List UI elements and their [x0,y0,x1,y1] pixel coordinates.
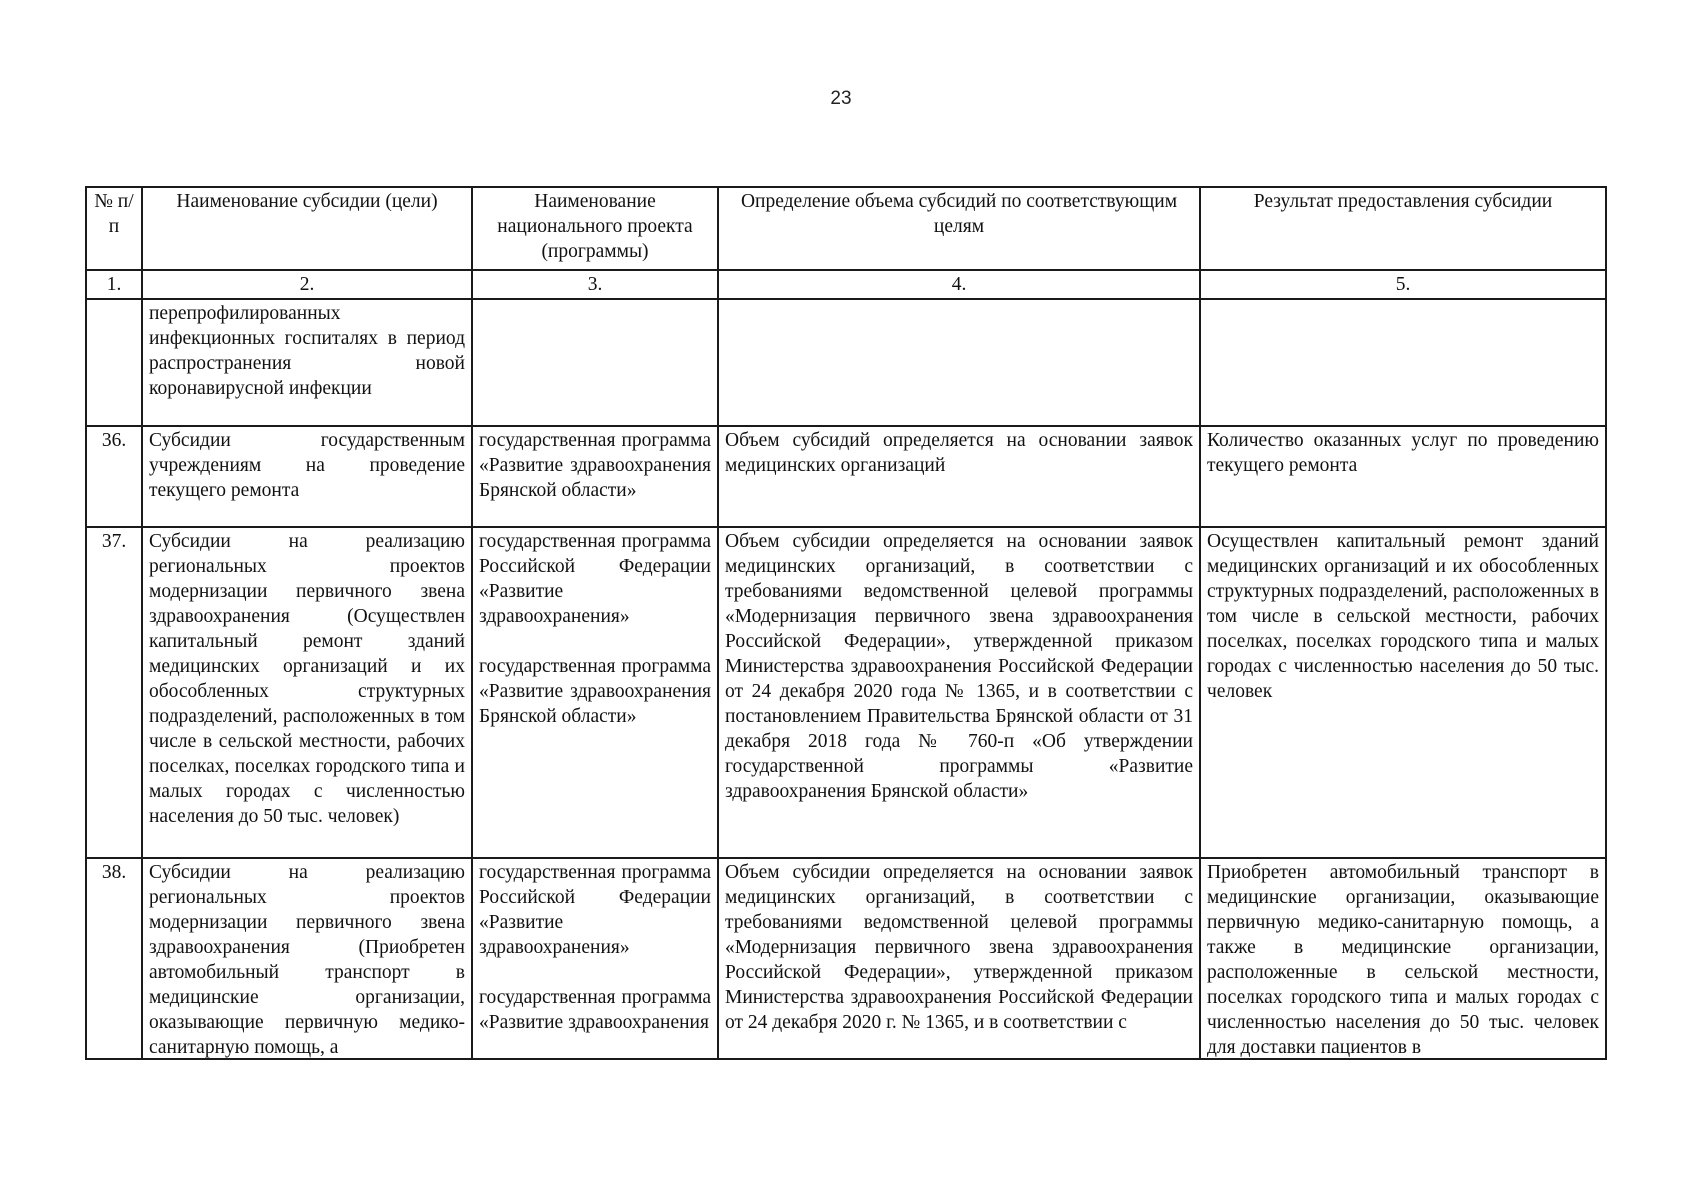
column-number: 3. [472,270,718,299]
subsidy-name-text: Субсидии на реализацию региональных проектов модернизации первичного звена здравоохранения (Приобретен автомобильный транспорт в медицинские организации, оказывающие первичную медико-санитарную помощь, а [149,862,465,1058]
volume-cell [718,299,1200,426]
project-cell [472,527,718,858]
subsidy-name-cell: перепрофилированных инфекционных госпиталях в период распространения новой коронавирусной инфекции [142,299,472,426]
row-number-text: 38. [101,862,127,883]
table-row [86,426,1606,527]
page-number: 23 [830,88,852,109]
table-row [86,858,1606,1059]
table-row [86,299,1606,426]
header-result: Результат предоставления субсидии [1200,187,1606,270]
project-federal: государственная программа Российской Федерации «Развитие здравоохранения» [479,862,711,958]
result-text: Приобретен автомобильный транспорт в медицинские организации, оказывающие первичную медико-санитарную помощь, а также в медицинские организации, расположенные в сельской местности, поселках городского типа и малых городах с численностью населения до 50 тыс. человек для доставки пациентов в [1207,862,1599,1058]
volume-cell: Объем субсидии определяется на основании заявок медицинских организаций, в соответствии с требованиями ведомственной целевой программы «Модернизация первичного звена здравоохранения Российской Федерации», утвержденной приказом Министерства здравоохранения Российской Федерации от 24 декабря 2020 года № 1365, и в соответствии с постановлением Правительства Брянской области от 31 декабря 2018 года № 760-п «Об утверждении государственной программы «Развитие здравоохранения Брянской области» [718,527,1200,858]
row-number: 36. [86,426,142,527]
header-number: № п/п [86,187,142,270]
project-regional: государственная программа «Развитие здравоохранения Брянской области» [479,656,711,727]
project-federal: государственная программа Российской Федерации «Развитие здравоохранения» [479,531,711,627]
volume-text: Объем субсидии определяется на основании заявок медицинских организаций, в соответствии с требованиями ведомственной целевой программы «Модернизация первичного звена здравоохранения Российской Федерации», утвержденной приказом Министерства здравоохранения Российской Федерации от 24 декабря 2020 г. № 1365, и в соответствии с [725,862,1193,1033]
subsidy-name-cell: Субсидии государственным учреждениям на проведение текущего ремонта [142,426,472,527]
subsidies-table [85,186,1607,1060]
result-cell: Осуществлен капитальный ремонт зданий медицинских организаций и их обособленных структурных подразделений, расположенных в том числе в сельской местности, рабочих поселках, поселках городского типа и малых городах с численностью населения до 50 тыс. человек [1200,527,1606,858]
subsidy-name-cell: Субсидии на реализацию региональных проектов модернизации первичного звена здравоохранения (Осуществлен капитальный ремонт зданий медицинских организаций и их обособленных структурных подразделений, расположенных в том числе в сельской местности, рабочих поселках, поселках городского типа и малых городах с численностью населения до 50 тыс. человек) [142,527,472,858]
spacer [479,629,711,654]
row-number [86,858,142,1059]
column-number: 1. [86,270,142,299]
table-row [86,527,1606,858]
header-national-project: Наименование национального проекта (программы) [472,187,718,270]
project-clip [479,860,711,1058]
project-regional: государственная программа «Развитие здравоохранения [479,987,711,1033]
row-number: 37. [86,527,142,858]
project-cell: государственная программа «Развитие здравоохранения Брянской области» [472,426,718,527]
volume-cell: Объем субсидий определяется на основании заявок медицинских организаций [718,426,1200,527]
column-numbers-row [86,270,1606,299]
header-subsidy-name: Наименование субсидии (цели) [142,187,472,270]
table-header-row [86,187,1606,270]
result-cell: Количество оказанных услуг по проведению текущего ремонта [1200,426,1606,527]
column-number: 4. [718,270,1200,299]
project-cell [472,299,718,426]
spacer [479,960,711,985]
volume-cell [718,858,1200,1059]
row-number [86,299,142,426]
result-cell [1200,299,1606,426]
result-cell [1200,858,1606,1059]
header-volume-definition: Определение объема субсидий по соответствующим целям [718,187,1200,270]
subsidy-name-cell [142,858,472,1059]
column-number: 2. [142,270,472,299]
project-cell [472,858,718,1059]
column-number: 5. [1200,270,1606,299]
